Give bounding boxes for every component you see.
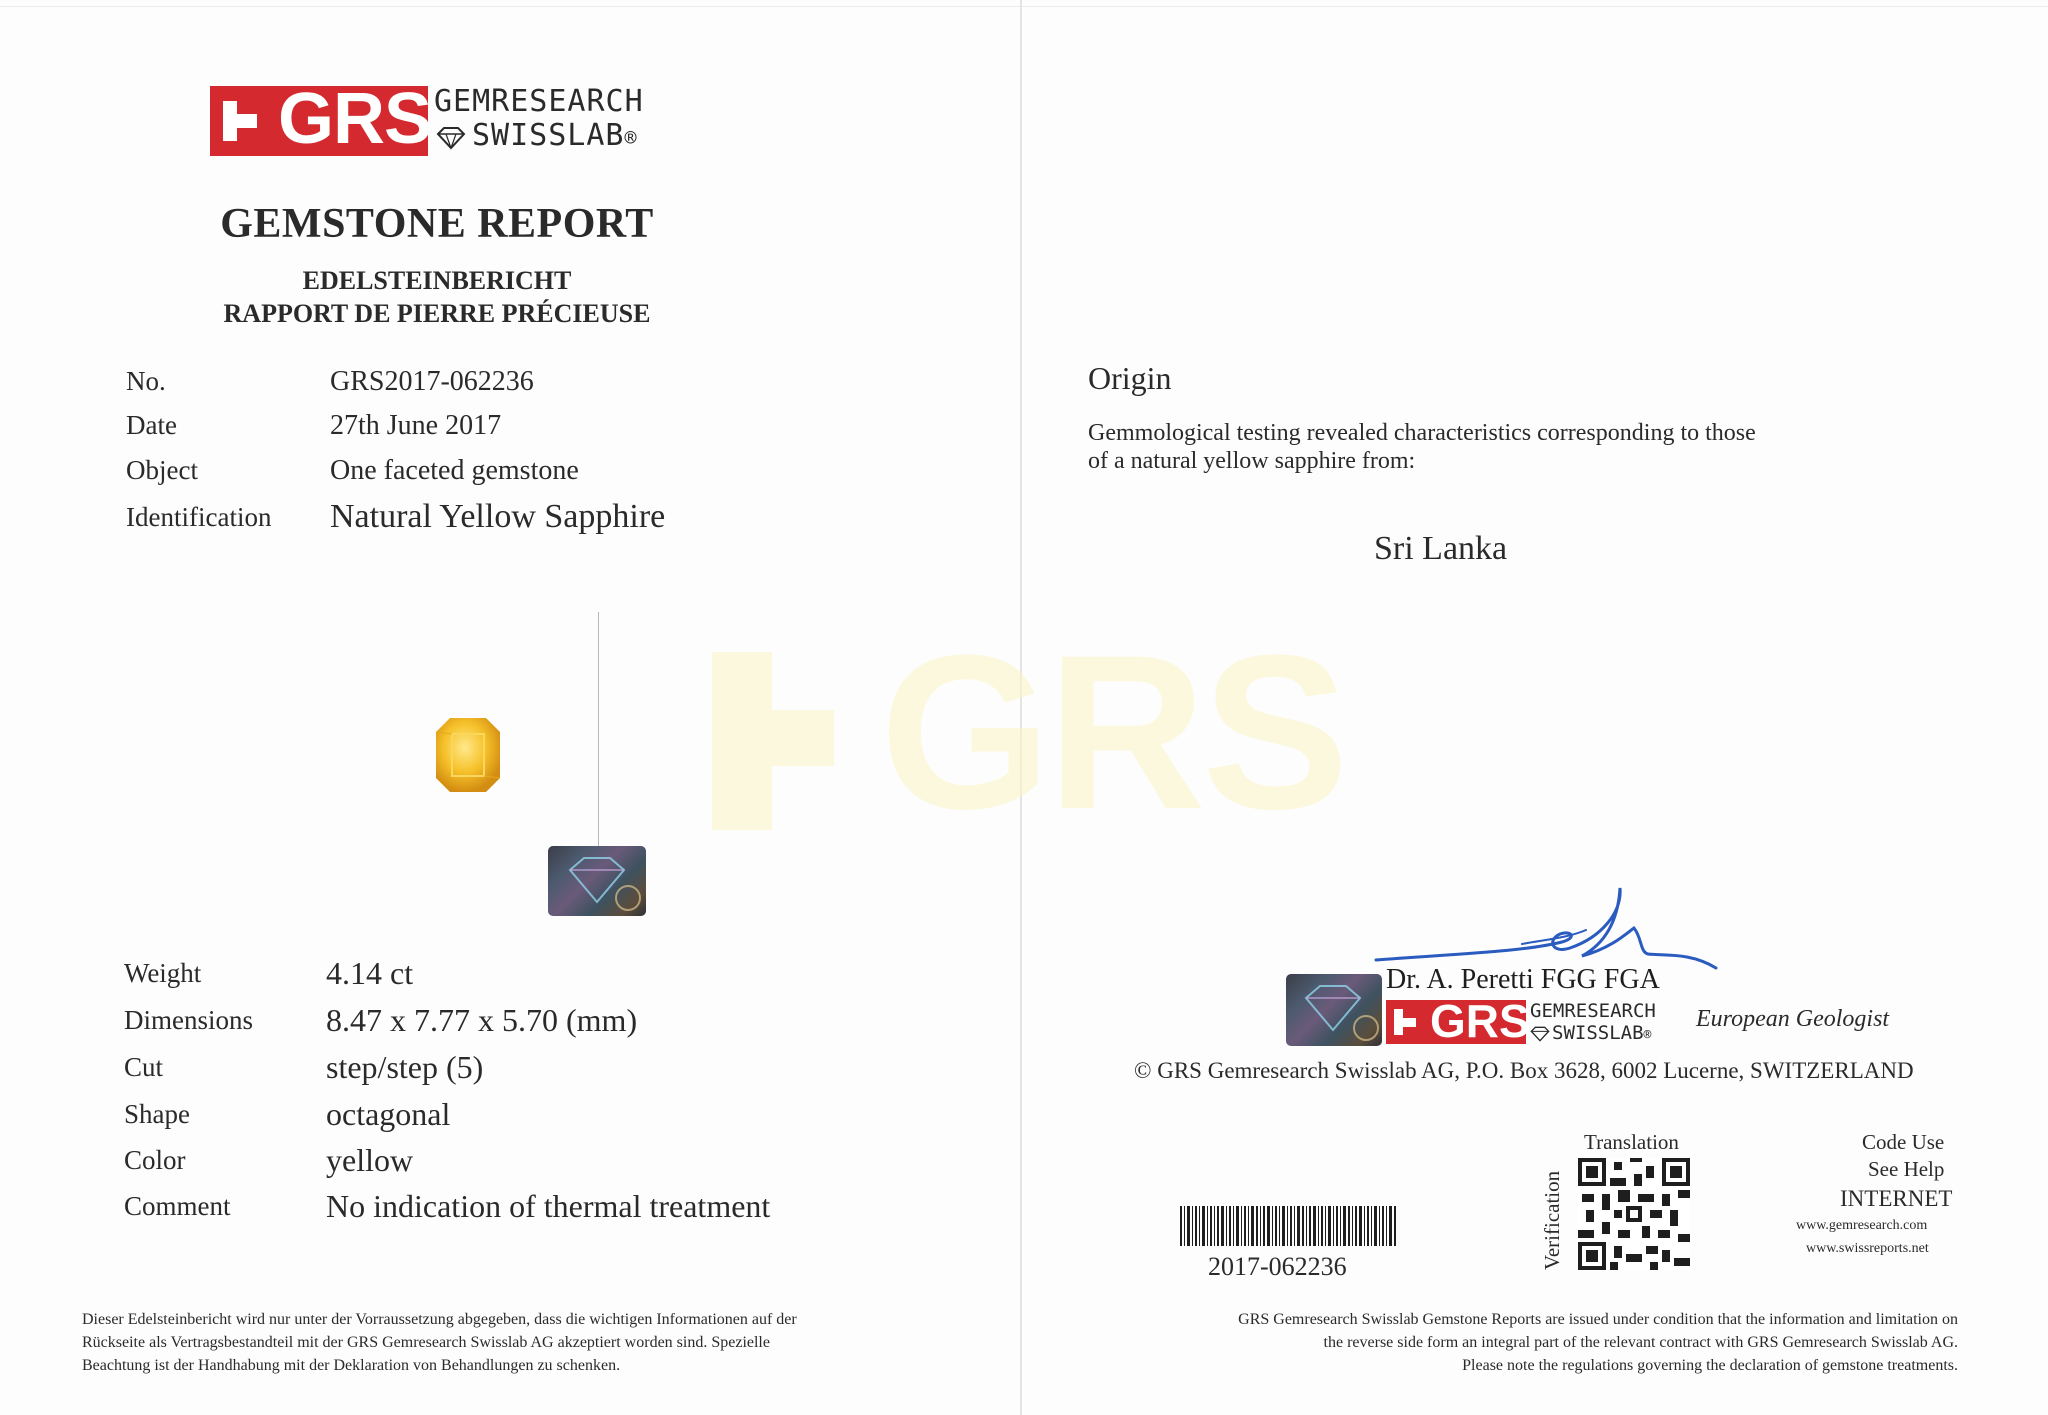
origin-text-line-2: of a natural yellow sapphire from:: [1088, 448, 1416, 474]
gemstone-image: [434, 716, 502, 794]
diamond-icon: [436, 126, 466, 150]
small-logo-line-swisslab: [1552, 1022, 1651, 1044]
registered-mark: ®: [624, 126, 638, 150]
origin-country: Sri Lanka: [1374, 530, 1508, 567]
copyright-line: © GRS Gemresearch Swisslab AG, P.O. Box 3628, 6002 Lucerne, SWITZERLAND: [1134, 1058, 1914, 1083]
logo-red-block: [210, 79, 432, 159]
origin-text-line-1: Gemmological testing revealed characteristics corresponding to those: [1088, 420, 1756, 446]
grs-watermark: [712, 609, 1345, 855]
qr-code-icon[interactable]: [1578, 1158, 1690, 1270]
small-grs-logo: [1386, 995, 1530, 1047]
hologram-sticker-2: [1286, 974, 1382, 1046]
disclaimer-de-line-1: Dieser Edelsteinbericht wird nur unter der Vorraussetzung abgegeben, dass die wichtigen Informationen auf der: [82, 1311, 797, 1328]
url-gemresearch-link[interactable]: www.gemresearch.com: [1796, 1218, 1928, 1233]
disclaimer-en-line-2: the reverse side form an integral part of the relevant contract with GRS Gemresearch Swisslab AG.: [1323, 1334, 1958, 1351]
disclaimer-en-line-1: GRS Gemresearch Swisslab Gemstone Reports are issued under condition that the information and limitation on: [1238, 1311, 1958, 1328]
logo-line-gemresearch: GEMRESEARCH: [434, 84, 644, 119]
barcode-number: 2017-062236: [1208, 1252, 1347, 1281]
signatory-name: Dr. A. Peretti FGG FGA: [1386, 964, 1660, 995]
small-swiss-cross-arm: [1394, 1018, 1416, 1027]
disclaimer-de-line-2: Rückseite als Vertragsbestandteil mit der GRS Gemresearch Swisslab AG akzeptiert worden sind. Spezielle: [82, 1334, 770, 1351]
disclaimer-de-line-3: Beachtung ist der Handhabung mit der Deklaration von Behandlungen zu schenken.: [82, 1357, 621, 1374]
grs-logo: [210, 79, 670, 159]
see-help-label: See Help: [1868, 1157, 1945, 1181]
report-subtitle-fr: RAPPORT DE PIERRE PRÉCIEUSE: [223, 299, 651, 328]
hologram-sticker: [548, 846, 646, 916]
label-dimensions: Dimensions: [124, 1005, 254, 1035]
hologram-diamond-icon: [548, 846, 646, 916]
label-cut: Cut: [124, 1052, 164, 1082]
page-top-edge: [0, 6, 2048, 7]
translation-label: Translation: [1584, 1130, 1679, 1154]
logo-swisslab-text: SWISSLAB: [472, 118, 625, 153]
url-swissreports-link[interactable]: www.swissreports.net: [1806, 1241, 1929, 1256]
small-logo-swisslab-text: SWISSLAB: [1552, 1022, 1644, 1044]
value-color: yellow: [326, 1142, 414, 1178]
small-diamond-icon: [1530, 1026, 1550, 1042]
hologram-diamond-icon-2: [1286, 974, 1382, 1046]
label-object: Object: [126, 455, 198, 485]
report-subtitle-de: EDELSTEINBERICHT: [302, 266, 572, 295]
report-title: GEMSTONE REPORT: [220, 201, 654, 247]
watermark-cross-arm: [712, 710, 834, 766]
label-shape: Shape: [124, 1099, 190, 1129]
label-number: No.: [126, 366, 166, 396]
label-date: Date: [126, 410, 177, 440]
origin-heading: Origin: [1088, 360, 1172, 396]
watermark-text: GRS: [880, 609, 1345, 855]
swiss-cross-arm: [223, 114, 257, 128]
label-identification: Identification: [126, 502, 272, 532]
value-date: 27th June 2017: [330, 410, 502, 441]
value-weight: 4.14 ct: [326, 955, 414, 991]
value-shape: octagonal: [326, 1096, 451, 1132]
logo-line-swisslab: [472, 120, 638, 152]
small-registered-mark: ®: [1643, 1028, 1652, 1043]
logo-brand: GRS: [278, 79, 432, 159]
verification-label: Verification: [1540, 1170, 1564, 1270]
value-number: GRS2017-062236: [330, 366, 534, 397]
code-use-label: Code Use: [1862, 1130, 1945, 1154]
signatory-title: European Geologist: [1696, 1006, 1890, 1032]
value-identification: Natural Yellow Sapphire: [330, 498, 666, 535]
disclaimer-en-line-3: Please note the regulations governing the declaration of gemstone treatments.: [1462, 1357, 1958, 1374]
small-logo-brand: GRS: [1430, 995, 1530, 1047]
label-weight: Weight: [124, 958, 202, 988]
value-comment: No indication of thermal treatment: [326, 1188, 771, 1224]
label-comment: Comment: [124, 1191, 231, 1221]
barcode: [1180, 1206, 1398, 1246]
value-cut: step/step (5): [326, 1049, 484, 1085]
value-dimensions: 8.47 x 7.77 x 5.70 (mm): [326, 1002, 638, 1038]
small-logo-line-gemresearch: GEMRESEARCH: [1530, 1000, 1656, 1022]
pointer-line: [598, 612, 599, 852]
label-color: Color: [124, 1145, 186, 1175]
value-object: One faceted gemstone: [330, 455, 579, 486]
internet-label: INTERNET: [1840, 1186, 1953, 1211]
